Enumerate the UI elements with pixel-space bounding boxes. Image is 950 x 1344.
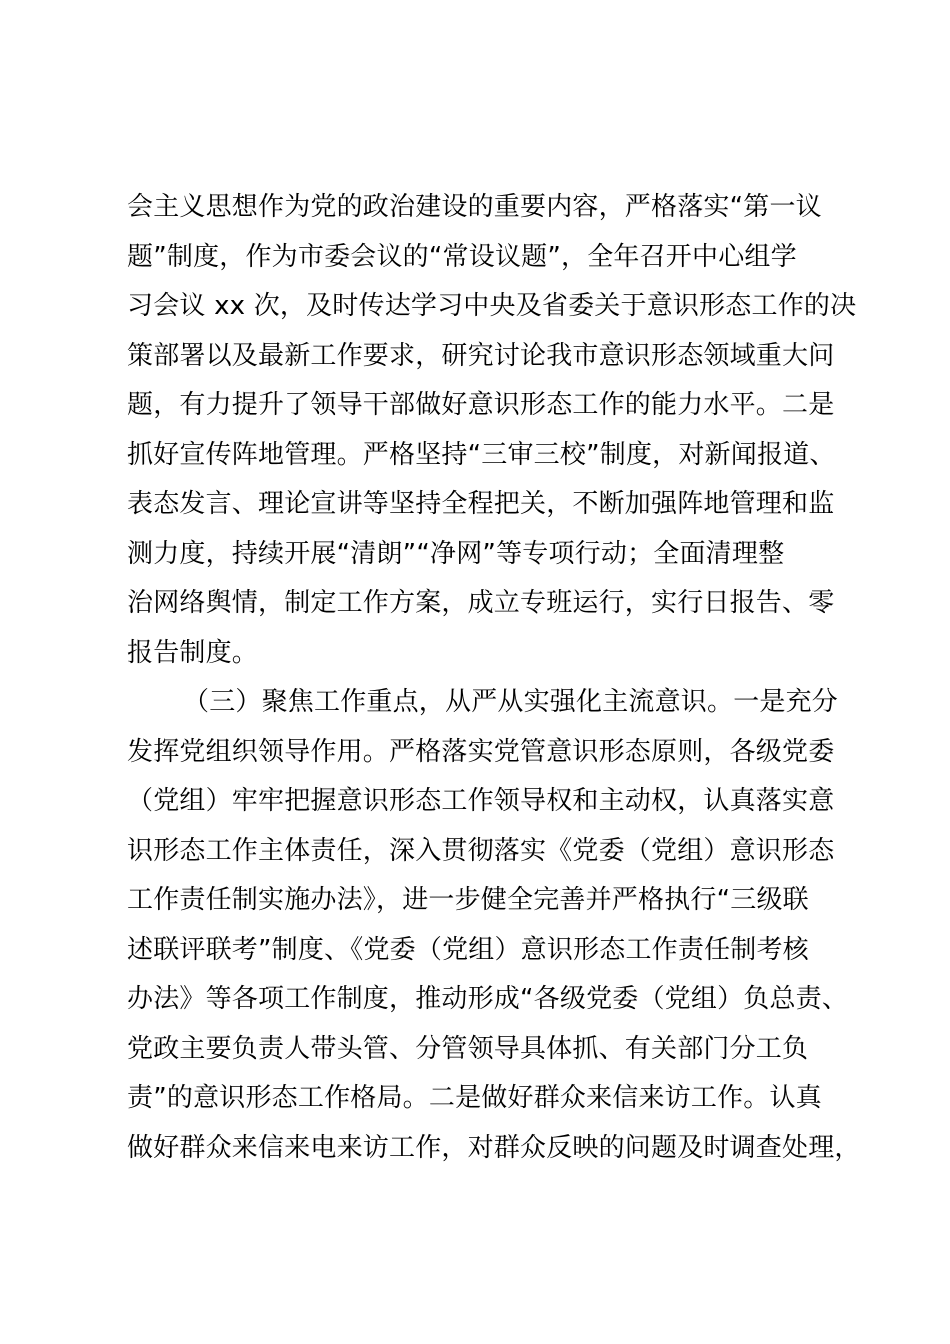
text-line: 责”的意识形态工作格局。二是做好群众来信来访工作。认真 [127, 1083, 822, 1113]
text-line: 会主义思想作为党的政治建设的重要内容，严格落实“第一议 [127, 192, 822, 222]
text-line: （党组）牢牢把握意识形态工作领导权和主动权，认真落实意 [127, 786, 835, 816]
text-line: 习会议 xx 次，及时传达学习中央及省委关于意识形态工作的决 [127, 291, 857, 321]
text-line: 题”制度，作为市委会议的“常设议题”，全年召开中心组学 [127, 241, 797, 272]
text-line: 办法》等各项工作制度，推动形成“各级党委（党组）负总责、 [127, 984, 849, 1014]
text-line: 述联评联考”制度、《党委（党组）意识形态工作责任制考核 [127, 934, 809, 965]
text-line: 识形态工作主体责任，深入贯彻落实《党委（党组）意识形态 [127, 835, 835, 866]
text-line: 表态发言、理论宣讲等坚持全程把关，不断加强阵地管理和监 [127, 489, 835, 519]
section-heading-line: （三）聚焦工作重点，从严从实强化主流意识。一是充分 [183, 687, 839, 717]
text-line: 发挥党组织领导作用。严格落实党管意识形态原则，各级党委 [127, 736, 835, 767]
text-line: 题，有力提升了领导干部做好意识形态工作的能力水平。二是 [127, 390, 835, 420]
text-line: 报告制度。 [127, 637, 259, 668]
text-line: 党政主要负责人带头管、分管领导具体抓、有关部门分工负 [127, 1033, 809, 1064]
body-text [127, 183, 861, 1173]
text-line: 策部署以及最新工作要求，研究讨论我市意识形态领域重大问 [127, 340, 835, 371]
text-line: 做好群众来信来电来访工作，对群众反映的问题及时调查处理， [127, 1132, 861, 1163]
text-line: 工作责任制实施办法》，进一步健全完善并严格执行“三级联 [127, 885, 809, 915]
text-line: 抓好宣传阵地管理。严格坚持“三审三校”制度，对新闻报道、 [127, 439, 836, 470]
text-line: 测力度，持续开展“清朗”“净网”等专项行动；全面清理整 [127, 538, 785, 569]
text-line: 治网络舆情，制定工作方案，成立专班运行，实行日报告、零 [127, 588, 835, 618]
